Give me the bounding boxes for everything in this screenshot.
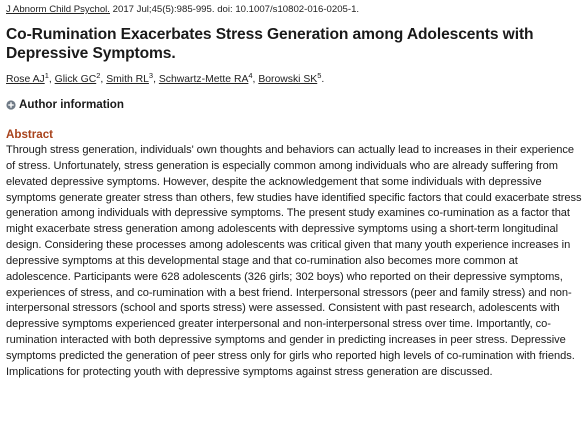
abstract-text: Through stress generation, individuals' own thoughts and behaviors can actually lead to increases in their experience of stress. Unfortunately, stress generation is especially common among individuals who are already suffering from elevated depressive symptoms. However, despite the acknowledgement that some individuals with depressive symptoms generate greater stress than others, few studies have identified specific factors that could exacerbate stress generation among individuals with depressive symptoms. The present study examines co-rumination as a factor that might exacerbate stress generation among adolescents with depressive symptoms using a short-term longitudinal design. Considering these processes among adolescents was critical given that many youth experience increases in depressive symptoms at this developmental stage and that co-rumination also becomes more common at adolescence. Participants were 628 adolescents (326 girls; 302 boys) who reported on their depressive symptoms, experiences of stress, and co-rumination with a best friend. Interpersonal stressors (peer and family stress) and non-interpersonal stressors (school and sports stress) were assessed. Consistent with past research, adolescents with depressive symptoms experienced greater interpersonal and non-interpersonal stress over time. Importantly, co-rumination interacted with both depressive symptoms and gender in predicting increases in peer stress. Depressive symptoms predicted the generation of peer stress only for girls who reported high levels of co-rumination with friends. Implications for protecting youth with depressive symptoms against stress generation are discussed. — [6, 144, 582, 378]
author-link[interactable]: Borowski SK — [258, 74, 318, 85]
citation-details: 2017 Jul;45(5):985-995. doi: 10.1007/s10802-016-0205-1. — [109, 4, 360, 15]
author-affiliation-number: 4 — [248, 71, 253, 80]
author-affiliation-number: 1 — [44, 71, 49, 80]
author-information-label: Author information — [19, 98, 124, 111]
author-affiliation-number: 5 — [317, 71, 322, 80]
abstract-heading: Abstract — [6, 128, 54, 141]
author-affiliation-number: 3 — [148, 71, 154, 80]
author-list: Rose $AJ^1$, Glick $GC^2$, Smith $RL^3$, Schwartz-Mette $RA^4$, Borowski $SK^5$. — [6, 71, 325, 85]
author-link[interactable]: Glick GC — [54, 74, 97, 85]
article-page — [6, 0, 584, 381]
citation-line — [6, 4, 584, 16]
article-title: Co-Rumination Exacerbates Stress Generation among Adolescents with Depressive Symptoms. — [6, 26, 534, 62]
author-link[interactable]: Schwartz-Mette RA — [158, 74, 249, 85]
journal-link[interactable]: J Abnorm Child Psychol. — [6, 4, 110, 15]
author-affiliation-number: 2 — [96, 71, 101, 80]
author-information-toggle[interactable] — [6, 98, 584, 112]
author-link[interactable]: Rose AJ — [6, 74, 45, 85]
plus-circle-icon — [6, 100, 16, 110]
author-link[interactable]: Smith RL — [106, 74, 149, 85]
